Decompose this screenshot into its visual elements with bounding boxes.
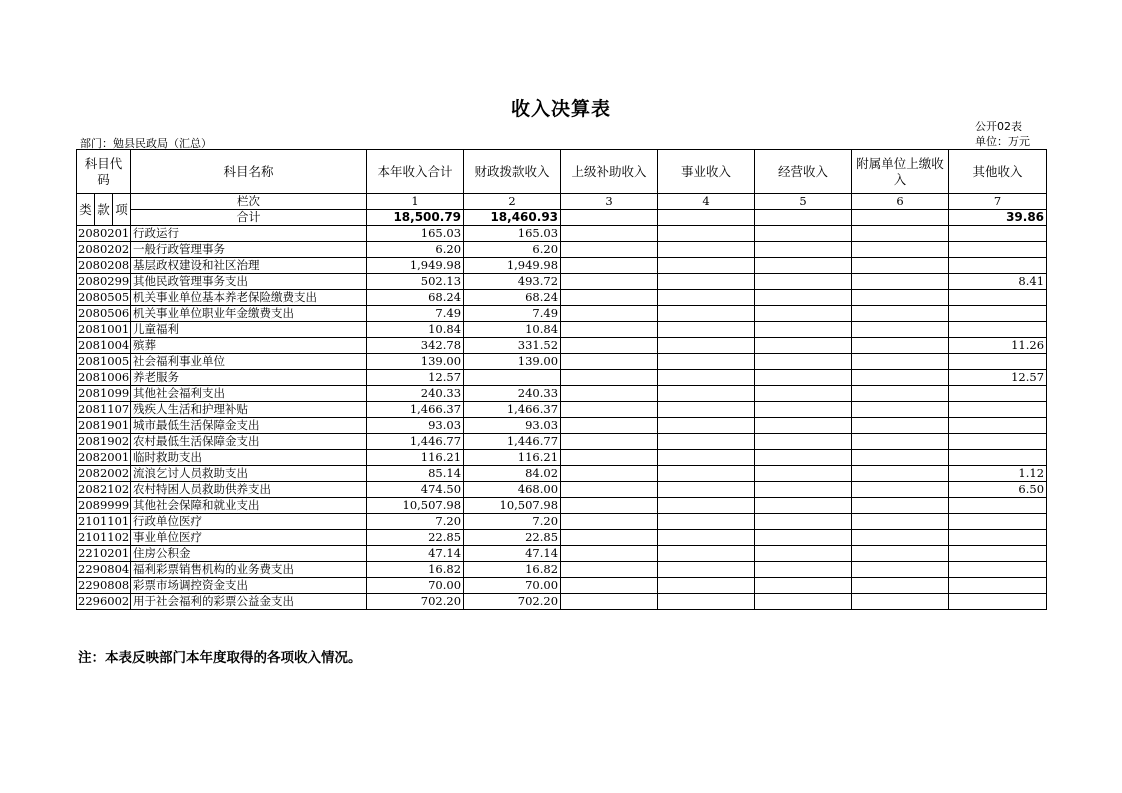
- amount-cell: 493.72: [464, 274, 561, 290]
- amount-cell: [561, 594, 658, 610]
- amount-cell: [561, 354, 658, 370]
- column-number: 5: [755, 194, 852, 210]
- amount-cell: 240.33: [464, 386, 561, 402]
- header-total-income: 本年收入合计: [367, 150, 464, 194]
- amount-cell: 93.03: [464, 418, 561, 434]
- amount-cell: 47.14: [464, 546, 561, 562]
- amount-cell: 1,466.37: [464, 402, 561, 418]
- amount-cell: [755, 258, 852, 274]
- amount-cell: 331.52: [464, 338, 561, 354]
- header-affiliated: 附属单位上缴收入: [852, 150, 949, 194]
- table-row: [77, 306, 1047, 322]
- amount-cell: 70.00: [367, 578, 464, 594]
- amount-cell: [949, 322, 1047, 338]
- table-row: [77, 274, 1047, 290]
- amount-cell: [755, 386, 852, 402]
- amount-cell: 6.20: [367, 242, 464, 258]
- total-value: [852, 210, 949, 226]
- subject-code: 2082102: [78, 482, 130, 496]
- subject-code: 2290804: [78, 562, 130, 576]
- subject-name: 流浪乞讨人员救助支出: [131, 466, 367, 482]
- column-number: 4: [658, 194, 755, 210]
- amount-cell: [561, 482, 658, 498]
- amount-cell: [658, 514, 755, 530]
- subject-name: 基层政权建设和社区治理: [131, 258, 367, 274]
- amount-cell: [949, 594, 1047, 610]
- amount-cell: [852, 322, 949, 338]
- amount-cell: 165.03: [464, 226, 561, 242]
- table-row: [77, 386, 1047, 402]
- amount-cell: 47.14: [367, 546, 464, 562]
- amount-cell: [658, 546, 755, 562]
- amount-cell: [561, 434, 658, 450]
- amount-cell: [852, 242, 949, 258]
- amount-cell: [949, 434, 1047, 450]
- amount-cell: [561, 562, 658, 578]
- amount-cell: [658, 562, 755, 578]
- subject-name: 农村最低生活保障金支出: [131, 434, 367, 450]
- amount-cell: 116.21: [464, 450, 561, 466]
- subject-name: 农村特困人员救助供养支出: [131, 482, 367, 498]
- table-row: [77, 594, 1047, 610]
- table-row: [77, 402, 1047, 418]
- amount-cell: [949, 402, 1047, 418]
- subject-name: 殡葬: [131, 338, 367, 354]
- table-row: [77, 562, 1047, 578]
- amount-cell: [755, 290, 852, 306]
- subject-code: 2296002: [78, 594, 130, 608]
- amount-cell: [755, 434, 852, 450]
- amount-cell: [852, 546, 949, 562]
- subject-name: 临时救助支出: [131, 450, 367, 466]
- amount-cell: [755, 338, 852, 354]
- header-name: 科目名称: [131, 150, 367, 194]
- subject-name: 彩票市场调控资金支出: [131, 578, 367, 594]
- amount-cell: [561, 466, 658, 482]
- amount-cell: [464, 370, 561, 386]
- amount-cell: 342.78: [367, 338, 464, 354]
- amount-cell: [561, 450, 658, 466]
- amount-cell: [949, 258, 1047, 274]
- amount-cell: [755, 418, 852, 434]
- subject-code: 2080505: [78, 290, 130, 304]
- amount-cell: [755, 450, 852, 466]
- amount-cell: [852, 306, 949, 322]
- footnote: 注：本表反映部门本年度取得的各项收入情况。: [78, 650, 362, 666]
- amount-cell: [949, 450, 1047, 466]
- amount-cell: 84.02: [464, 466, 561, 482]
- amount-cell: [755, 546, 852, 562]
- amount-cell: 1,949.98: [464, 258, 561, 274]
- amount-cell: [852, 466, 949, 482]
- amount-cell: [561, 274, 658, 290]
- amount-cell: [755, 594, 852, 610]
- header-code: 科目代码: [77, 150, 131, 194]
- table-row: [77, 322, 1047, 338]
- table-row: [77, 514, 1047, 530]
- total-value: [561, 210, 658, 226]
- amount-cell: [658, 530, 755, 546]
- amount-cell: [852, 482, 949, 498]
- subject-code: 2082002: [78, 466, 130, 480]
- total-row: [77, 210, 1047, 226]
- amount-cell: [561, 370, 658, 386]
- amount-cell: [658, 450, 755, 466]
- header-kuan: 款: [95, 194, 113, 226]
- amount-cell: [658, 370, 755, 386]
- amount-cell: [852, 562, 949, 578]
- header-xiang: 项: [113, 194, 131, 226]
- amount-cell: [949, 546, 1047, 562]
- amount-cell: [949, 242, 1047, 258]
- amount-cell: 502.13: [367, 274, 464, 290]
- amount-cell: 70.00: [464, 578, 561, 594]
- table-row: [77, 338, 1047, 354]
- amount-cell: [755, 370, 852, 386]
- subject-name: 福利彩票销售机构的业务费支出: [131, 562, 367, 578]
- column-number: 6: [852, 194, 949, 210]
- amount-cell: [852, 258, 949, 274]
- amount-cell: [949, 514, 1047, 530]
- amount-cell: [755, 402, 852, 418]
- amount-cell: [658, 498, 755, 514]
- table-row: [77, 242, 1047, 258]
- amount-cell: 6.20: [464, 242, 561, 258]
- amount-cell: [949, 306, 1047, 322]
- header-superior-subsidy: 上级补助收入: [561, 150, 658, 194]
- subject-name: 残疾人生活和护理补贴: [131, 402, 367, 418]
- subject-name: 其他民政管理事务支出: [131, 274, 367, 290]
- amount-cell: [949, 562, 1047, 578]
- amount-cell: 22.85: [464, 530, 561, 546]
- table-row: [77, 226, 1047, 242]
- amount-cell: 1,949.98: [367, 258, 464, 274]
- subject-name: 其他社会福利支出: [131, 386, 367, 402]
- amount-cell: [658, 242, 755, 258]
- amount-cell: 16.82: [367, 562, 464, 578]
- amount-cell: [561, 322, 658, 338]
- amount-cell: [561, 498, 658, 514]
- amount-cell: 1.12: [949, 466, 1047, 482]
- subject-code: 2081001: [78, 322, 130, 336]
- page-title: 收入决算表: [510, 98, 611, 120]
- amount-cell: [561, 242, 658, 258]
- amount-cell: 16.82: [464, 562, 561, 578]
- amount-cell: 10.84: [367, 322, 464, 338]
- amount-cell: 8.41: [949, 274, 1047, 290]
- amount-cell: [658, 434, 755, 450]
- subject-code: 2081006: [78, 370, 130, 384]
- subject-name: 社会福利事业单位: [131, 354, 367, 370]
- amount-cell: [949, 530, 1047, 546]
- amount-cell: [949, 578, 1047, 594]
- amount-cell: 10.84: [464, 322, 561, 338]
- table-row: [77, 258, 1047, 274]
- table-row: [77, 546, 1047, 562]
- amount-cell: [658, 402, 755, 418]
- amount-cell: 468.00: [464, 482, 561, 498]
- amount-cell: 1,446.77: [367, 434, 464, 450]
- amount-cell: [658, 482, 755, 498]
- amount-cell: [852, 290, 949, 306]
- amount-cell: [658, 466, 755, 482]
- total-value: 18,460.93: [464, 210, 561, 226]
- total-value: 39.86: [949, 210, 1047, 226]
- total-value: [755, 210, 852, 226]
- subject-code: 2081099: [78, 386, 130, 400]
- subject-name: 用于社会福利的彩票公益金支出: [131, 594, 367, 610]
- amount-cell: [755, 306, 852, 322]
- header-row: [77, 150, 1047, 194]
- amount-cell: [561, 258, 658, 274]
- table-row: [77, 482, 1047, 498]
- amount-cell: [852, 418, 949, 434]
- amount-cell: [852, 498, 949, 514]
- header-business: 事业收入: [658, 150, 755, 194]
- amount-cell: [561, 546, 658, 562]
- table-row: [77, 290, 1047, 306]
- subject-code: 2089999: [78, 498, 130, 512]
- amount-cell: 1,446.77: [464, 434, 561, 450]
- subject-code: 2081902: [78, 434, 130, 448]
- unit-label: 单位：万元: [975, 135, 1030, 148]
- amount-cell: 116.21: [367, 450, 464, 466]
- header-fiscal: 财政拨款收入: [464, 150, 561, 194]
- table-row: [77, 450, 1047, 466]
- amount-cell: [755, 482, 852, 498]
- amount-cell: [658, 274, 755, 290]
- amount-cell: [852, 402, 949, 418]
- amount-cell: [755, 514, 852, 530]
- header-operating: 经营收入: [755, 150, 852, 194]
- amount-cell: [852, 578, 949, 594]
- amount-cell: [658, 322, 755, 338]
- amount-cell: [852, 354, 949, 370]
- amount-cell: [658, 594, 755, 610]
- amount-cell: 10,507.98: [464, 498, 561, 514]
- table-row: [77, 370, 1047, 386]
- amount-cell: [949, 498, 1047, 514]
- subject-name: 机关事业单位基本养老保险缴费支出: [131, 290, 367, 306]
- subject-code: 2082001: [78, 450, 130, 464]
- subject-code: 2080208: [78, 258, 130, 272]
- amount-cell: 85.14: [367, 466, 464, 482]
- table-row: [77, 434, 1047, 450]
- amount-cell: 12.57: [949, 370, 1047, 386]
- amount-cell: [755, 466, 852, 482]
- amount-cell: 11.26: [949, 338, 1047, 354]
- amount-cell: [561, 306, 658, 322]
- amount-cell: [852, 450, 949, 466]
- amount-cell: [561, 386, 658, 402]
- amount-cell: [852, 370, 949, 386]
- table-row: [77, 418, 1047, 434]
- subject-code: 2081107: [78, 402, 130, 416]
- table-row: [77, 466, 1047, 482]
- subject-name: 其他社会保障和就业支出: [131, 498, 367, 514]
- header-other: 其他收入: [949, 150, 1047, 194]
- amount-cell: [658, 290, 755, 306]
- subject-code: 2081901: [78, 418, 130, 432]
- subject-code: 2210201: [78, 546, 130, 560]
- amount-cell: 93.03: [367, 418, 464, 434]
- subject-name: 养老服务: [131, 370, 367, 386]
- amount-cell: [561, 338, 658, 354]
- column-number: 1: [367, 194, 464, 210]
- subject-code: 2080201: [78, 226, 130, 240]
- amount-cell: [658, 354, 755, 370]
- amount-cell: [852, 226, 949, 242]
- amount-cell: 139.00: [367, 354, 464, 370]
- amount-cell: [755, 226, 852, 242]
- amount-cell: [561, 226, 658, 242]
- subject-code: 2101102: [78, 530, 130, 544]
- amount-cell: [755, 274, 852, 290]
- amount-cell: [658, 338, 755, 354]
- total-label: 合计: [131, 210, 367, 226]
- department-label: 部门：勉县民政局（汇总）: [80, 137, 212, 150]
- subject-name: 事业单位医疗: [131, 530, 367, 546]
- subject-name: 行政运行: [131, 226, 367, 242]
- amount-cell: 7.49: [464, 306, 561, 322]
- table-row: [77, 578, 1047, 594]
- amount-cell: [658, 386, 755, 402]
- subject-code: 2081005: [78, 354, 130, 368]
- amount-cell: [658, 578, 755, 594]
- subject-name: 儿童福利: [131, 322, 367, 338]
- amount-cell: 7.20: [367, 514, 464, 530]
- subject-name: 行政单位医疗: [131, 514, 367, 530]
- amount-cell: [561, 530, 658, 546]
- subject-code: 2080202: [78, 242, 130, 256]
- amount-cell: [561, 402, 658, 418]
- subject-name: 一般行政管理事务: [131, 242, 367, 258]
- amount-cell: 240.33: [367, 386, 464, 402]
- amount-cell: [949, 226, 1047, 242]
- subject-code: 2080299: [78, 274, 130, 288]
- column-order-label: 栏次: [131, 194, 367, 210]
- amount-cell: [658, 418, 755, 434]
- amount-cell: [852, 274, 949, 290]
- amount-cell: [755, 354, 852, 370]
- amount-cell: 6.50: [949, 482, 1047, 498]
- table-row: [77, 354, 1047, 370]
- amount-cell: [755, 578, 852, 594]
- amount-cell: 68.24: [464, 290, 561, 306]
- amount-cell: [949, 418, 1047, 434]
- amount-cell: 702.20: [464, 594, 561, 610]
- amount-cell: 702.20: [367, 594, 464, 610]
- column-number: 3: [561, 194, 658, 210]
- column-number: 7: [949, 194, 1047, 210]
- subject-name: 机关事业单位职业年金缴费支出: [131, 306, 367, 322]
- amount-cell: [949, 354, 1047, 370]
- amount-cell: 7.49: [367, 306, 464, 322]
- amount-cell: [561, 578, 658, 594]
- amount-cell: [755, 498, 852, 514]
- subject-code: 2101101: [78, 514, 130, 528]
- amount-cell: [561, 418, 658, 434]
- column-order-row: [77, 194, 1047, 210]
- amount-cell: [852, 530, 949, 546]
- amount-cell: 12.57: [367, 370, 464, 386]
- amount-cell: 1,466.37: [367, 402, 464, 418]
- amount-cell: [561, 290, 658, 306]
- amount-cell: [658, 306, 755, 322]
- amount-cell: 22.85: [367, 530, 464, 546]
- amount-cell: [852, 594, 949, 610]
- header-lei: 类: [77, 194, 95, 226]
- total-value: 18,500.79: [367, 210, 464, 226]
- amount-cell: [852, 386, 949, 402]
- form-code: 公开02表: [975, 120, 1022, 133]
- table-row: [77, 530, 1047, 546]
- amount-cell: [755, 530, 852, 546]
- total-value: [658, 210, 755, 226]
- amount-cell: [658, 226, 755, 242]
- amount-cell: [755, 242, 852, 258]
- subject-name: 城市最低生活保障金支出: [131, 418, 367, 434]
- amount-cell: 10,507.98: [367, 498, 464, 514]
- subject-code: 2081004: [78, 338, 130, 352]
- amount-cell: 165.03: [367, 226, 464, 242]
- amount-cell: [755, 322, 852, 338]
- amount-cell: [949, 386, 1047, 402]
- column-number: 2: [464, 194, 561, 210]
- amount-cell: [852, 434, 949, 450]
- amount-cell: [949, 290, 1047, 306]
- subject-name: 住房公积金: [131, 546, 367, 562]
- amount-cell: 474.50: [367, 482, 464, 498]
- amount-cell: [658, 258, 755, 274]
- amount-cell: 68.24: [367, 290, 464, 306]
- income-table: [76, 149, 1047, 610]
- subject-code: 2290808: [78, 578, 130, 592]
- amount-cell: 7.20: [464, 514, 561, 530]
- amount-cell: [561, 514, 658, 530]
- amount-cell: [852, 338, 949, 354]
- amount-cell: 139.00: [464, 354, 561, 370]
- table-row: [77, 498, 1047, 514]
- amount-cell: [755, 562, 852, 578]
- subject-code: 2080506: [78, 306, 130, 320]
- amount-cell: [852, 514, 949, 530]
